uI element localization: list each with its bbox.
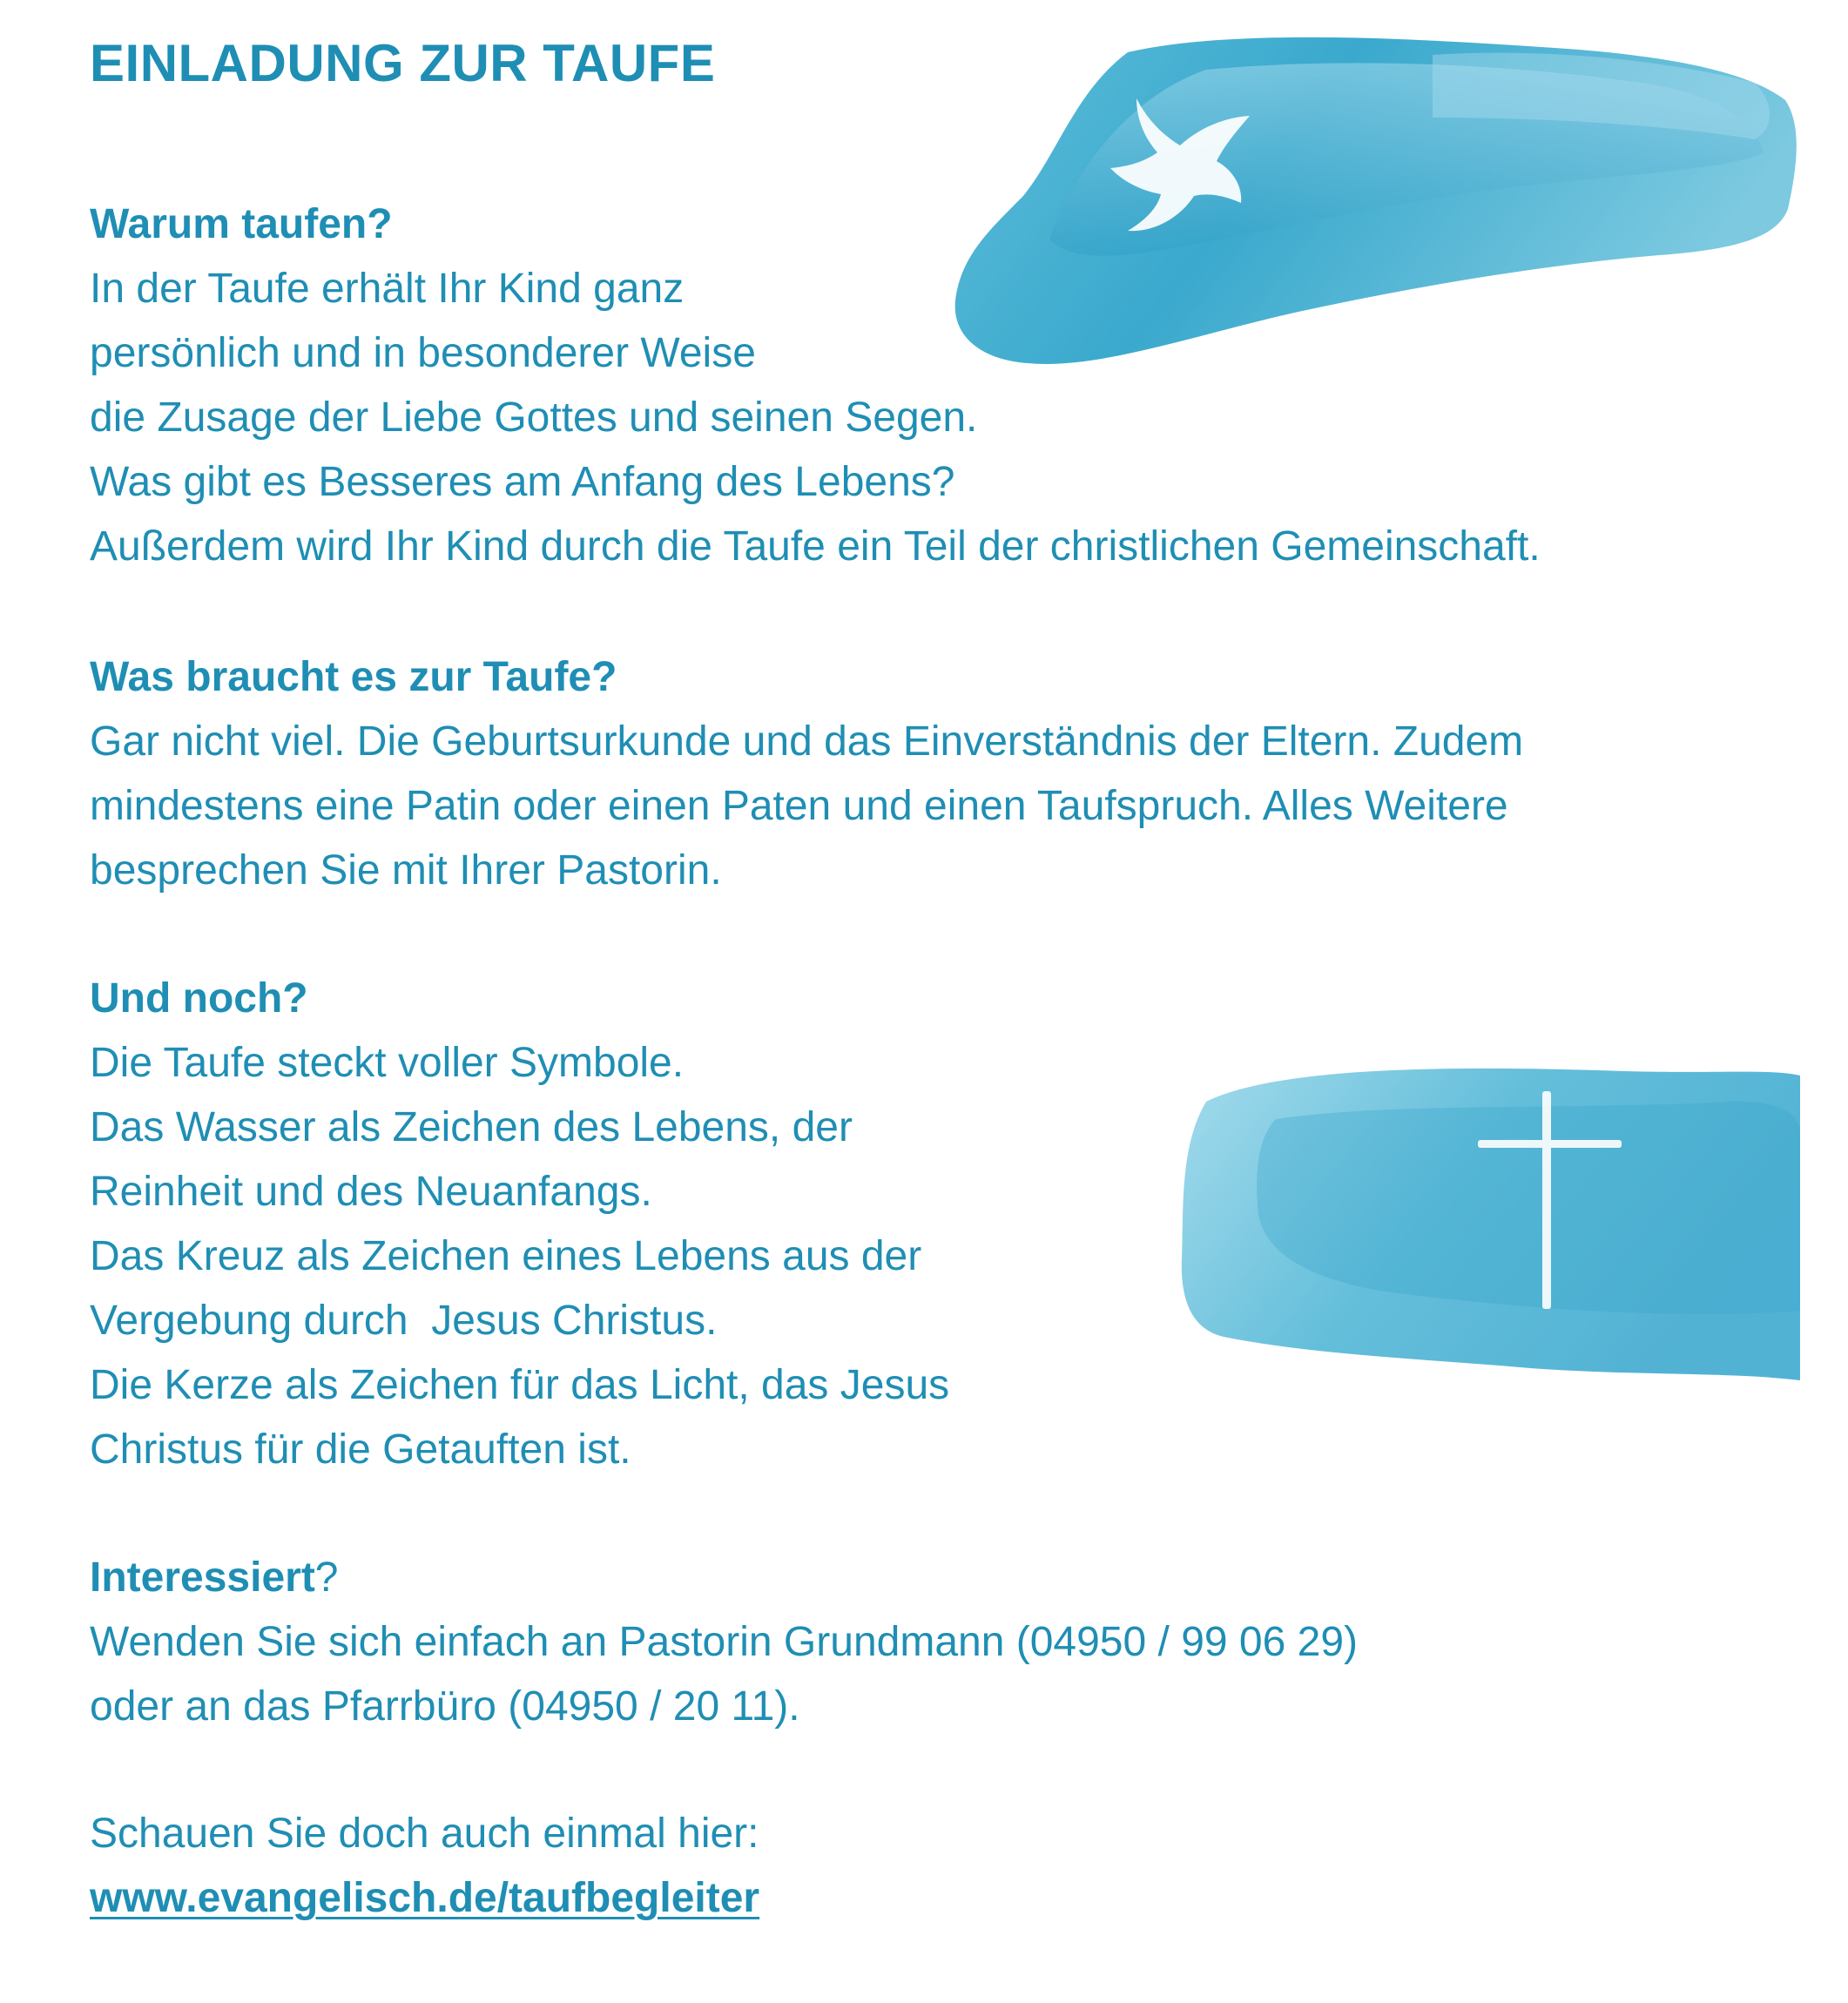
contact-line: Wenden Sie sich einfach an Pastorin Grundmann (04950 / 99 06 29) bbox=[90, 1619, 1359, 1665]
body-line: Das Wasser als Zeichen des Lebens, der bbox=[90, 1104, 853, 1150]
section-heading: Warum taufen? bbox=[90, 201, 393, 247]
body-line: In der Taufe erhält Ihr Kind ganz bbox=[90, 266, 685, 312]
body-line: Die Taufe steckt voller Symbole. bbox=[90, 1040, 685, 1086]
section-why bbox=[90, 192, 1541, 579]
section-heading: Was braucht es zur Taufe? bbox=[90, 654, 617, 700]
body-line: Vergebung durch Jesus Christus. bbox=[90, 1298, 718, 1344]
body-line: Reinheit und des Neuanfangs. bbox=[90, 1169, 652, 1215]
section-needs bbox=[90, 645, 1523, 903]
section-see-also bbox=[90, 1802, 759, 1931]
body-line: Außerdem wird Ihr Kind durch die Taufe ein Teil der christlichen Gemeinschaft. bbox=[90, 523, 1541, 570]
body-line: die Zusage der Liebe Gottes und seinen Segen. bbox=[90, 395, 978, 441]
body-line: Was gibt es Besseres am Anfang des Lebens? bbox=[90, 459, 955, 505]
body-line: Die Kerze als Zeichen für das Licht, das Jesus bbox=[90, 1362, 950, 1408]
body-line: besprechen Sie mit Ihrer Pastorin. bbox=[90, 847, 722, 894]
taufbegleiter-link[interactable]: www.evangelisch.de/taufbegleiter bbox=[90, 1875, 760, 1921]
contact-line: oder an das Pfarrbüro (04950 / 20 11). bbox=[90, 1683, 800, 1730]
section-more bbox=[90, 967, 949, 1482]
body-line: Christus für die Getauften ist. bbox=[90, 1426, 631, 1473]
body-line: persönlich und in besonderer Weise bbox=[90, 330, 756, 376]
heading-question-mark: ? bbox=[314, 1555, 339, 1601]
heading-bold-part: Interessiert bbox=[90, 1555, 315, 1601]
section-heading: Und noch? bbox=[90, 975, 308, 1022]
body-line: Gar nicht viel. Die Geburtsurkunde und das Einverständnis der Eltern. Zudem bbox=[90, 718, 1524, 765]
watercolor-cross-illustration bbox=[1171, 1049, 1811, 1406]
section-interested bbox=[90, 1546, 1358, 1739]
body-line: mindestens eine Patin oder einen Paten und einen Taufspruch. Alles Weitere bbox=[90, 783, 1508, 829]
see-also-text: Schauen Sie doch auch einmal hier: bbox=[90, 1811, 759, 1857]
body-line: Das Kreuz als Zeichen eines Lebens aus der bbox=[90, 1233, 922, 1279]
section-heading bbox=[90, 1546, 1358, 1610]
page-title: EINLADUNG ZUR TAUFE bbox=[90, 34, 716, 92]
